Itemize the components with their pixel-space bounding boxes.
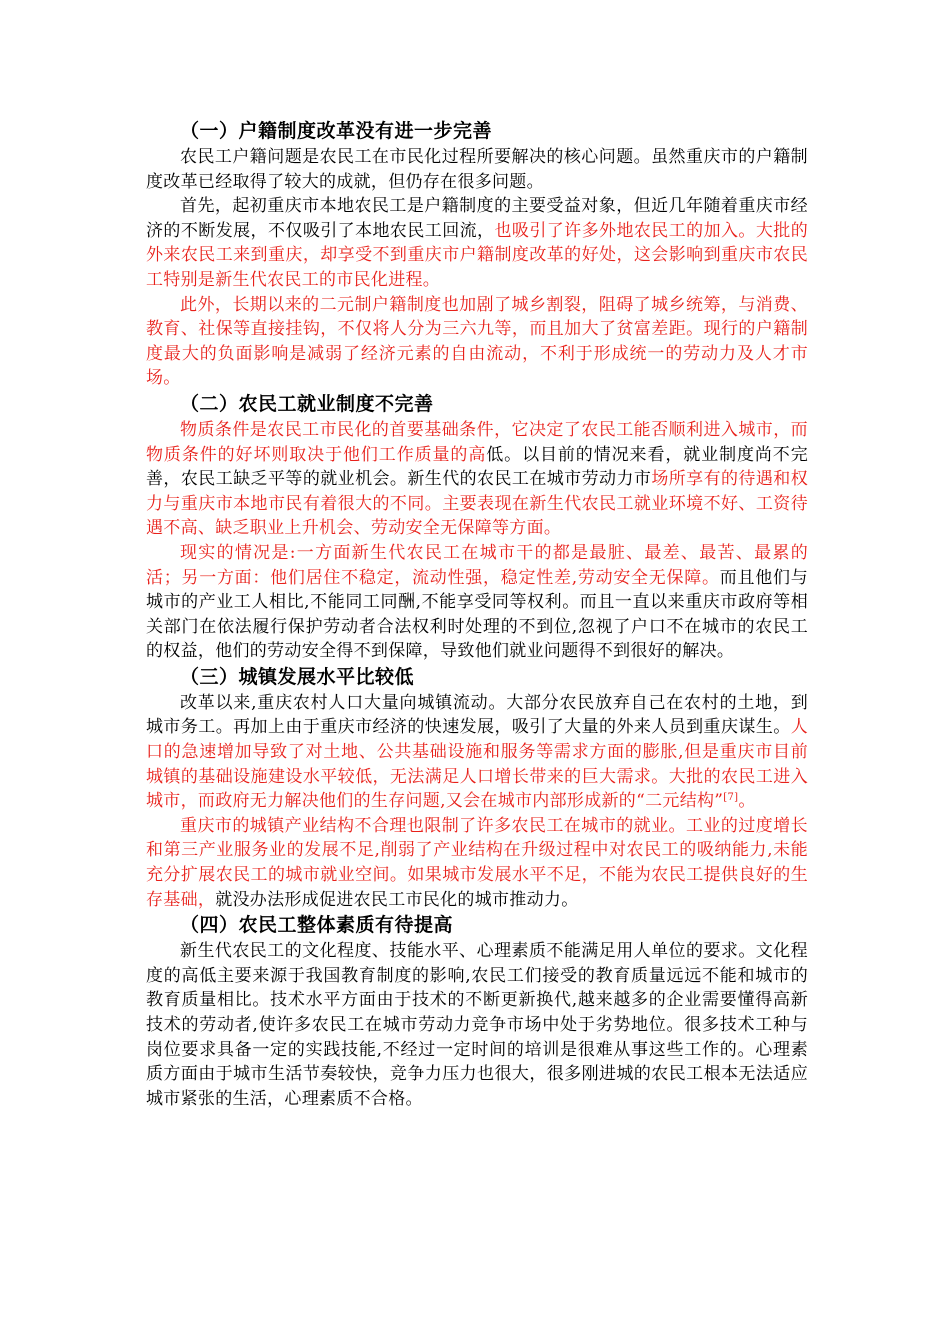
section-1-paragraph-2 [146,194,808,292]
text-run: 农民工户籍问题是农民工在市民化过程所要解决的核心问题。虽然重庆市的户籍制度改革已经取得了较大的成就，但仍存在很多问题。 [146,147,808,192]
text-run: 低。以目前的情况来看，就业制度尚不完善，农民工缺乏平等的就业机会。新生代的农民工在城市劳动力市 [146,444,809,490]
text-run: 新生代农民工的文化程度、技能水平、心理素质不能满足用人单位的要求。文化程度的高低主要来源于我国教育制度的影响,农民工们接受的教育质量远远不能和城市的教育质量相比。技术水平方面由于技术的不断更新换代,越来越多的企业需要懂得高新技术的劳动者,使许多农民工在城市劳动力竞争市场中处于劣势地位。很多技术工种与岗位要求具备一定的实践技能,不经过一定时间的培训是很难从事这些工作的。心理素质方面由于城市生活节奏较快，竞争力压力也很大，很多刚进城的农民工根本无法适应城市紧张的生活，心理素质不合格。 [146,941,808,1109]
section-4-paragraph-1 [146,939,808,1111]
section-1-heading: （一）户籍制度改革没有进一步完善 [180,120,493,142]
highlighted-text-run: 现实的情况是:一方面新生代农民工在城市干的都是最脏、最差、最苦、最累的活；另一方面：他们居住不稳定，流动性强，稳定性差,劳动安全无保障。 [146,542,808,588]
section-2-paragraph-1 [146,418,808,541]
section-3-heading: （三）城镇发展水平比较低 [180,665,415,688]
highlighted-text-run: 也吸引了许多外地农民工的加入。大批的外来农民工来到重庆，却享受不到重庆市户籍制度改革的好处，这会影响到重庆市农民工特别是新生代农民工的市民化进程。 [146,220,808,290]
highlighted-text-run: 人口的急速增加导致了对土地、公共基础设施和服务等需求方面的膨胀,但是重庆市目前城镇的基础设施建设水平较低，无法满足人口增长带来的巨大需求。大批的农民工进入城市，而政府无力解决他们的生存问题,又会在城市内部形成新的“二元结构” [146,717,808,812]
section-1-paragraph-1 [146,145,808,194]
text-run: 而且他们与城市的产业工人相比,不能同工同酬,不能享受同等权利。而且一直以来重庆市政府等相关部门在依法履行保护劳动者合法权利时处理的不到位,忽视了户口不在城市的农民工的权益，他们的劳动安全得不到保障，导致他们就业问题得不到很好的解决。 [146,567,808,662]
section-1-paragraph-3 [146,293,808,391]
highlighted-text-run: 重庆市的城镇产业结构不合理也限制了许多农民工在城市的就业。工业的过度增长和第三产业服务业的发展不足,削弱了产业结构在升级过程中对农民工的吸纳能力,未能充分扩展农民工的城市就业空间。如果城市发展水平不足，不能为农民工提供良好的生存基础， [146,815,808,910]
citation-marker: [7] [723,792,739,804]
text-run: 就没办法形成促进农民工市民化的城市推动力。 [215,889,579,910]
text-run: 改革以来,重庆农村人口大量向城镇流动。大部分农民放弃自己在农村的土地，到城市务工。再加上由于重庆市经济的快速发展，吸引了大量的外来人员到重庆谋生。 [146,692,808,738]
highlighted-text-run: 此外，长期以来的二元制户籍制度也加剧了城乡割裂，阻碍了城乡统筹，与消费、教育、社保等直接挂钩，不仅将人分为三六九等，而且加大了贫富差距。现行的户籍制度最大的负面影响是减弱了经济元素的自由流动，不利于形成统一的劳动力及人才市场。 [146,294,808,389]
highlighted-text-run: 。 [738,791,756,812]
section-2-paragraph-2 [146,541,808,664]
highlighted-text-run: 场所享有的待遇和权力与重庆市本地市民有着很大的不同。主要表现在新生代农民工就业环境不好、工资待遇不高、缺乏职业上升机会、劳动安全无保障等方面。 [146,469,809,539]
document-page [146,118,808,1111]
section-3-paragraph-2 [146,814,808,912]
section-4-heading: （四）农民工整体素质有待提高 [180,914,454,937]
section-3-paragraph-1 [146,691,808,814]
text-run: 首先，起初重庆市本地农民工是户籍制度的主要受益对象，但近几年随着重庆市经济的不断发展，不仅吸引了本地农民工回流， [146,196,808,241]
highlighted-text-run: 物质条件是农民工市民化的首要基础条件，它决定了农民工能否顺利进入城市，而物质条件的好坏则取决于他们工作质量的高 [146,419,808,465]
section-2-heading: （二）农民工就业制度不完善 [180,392,434,415]
